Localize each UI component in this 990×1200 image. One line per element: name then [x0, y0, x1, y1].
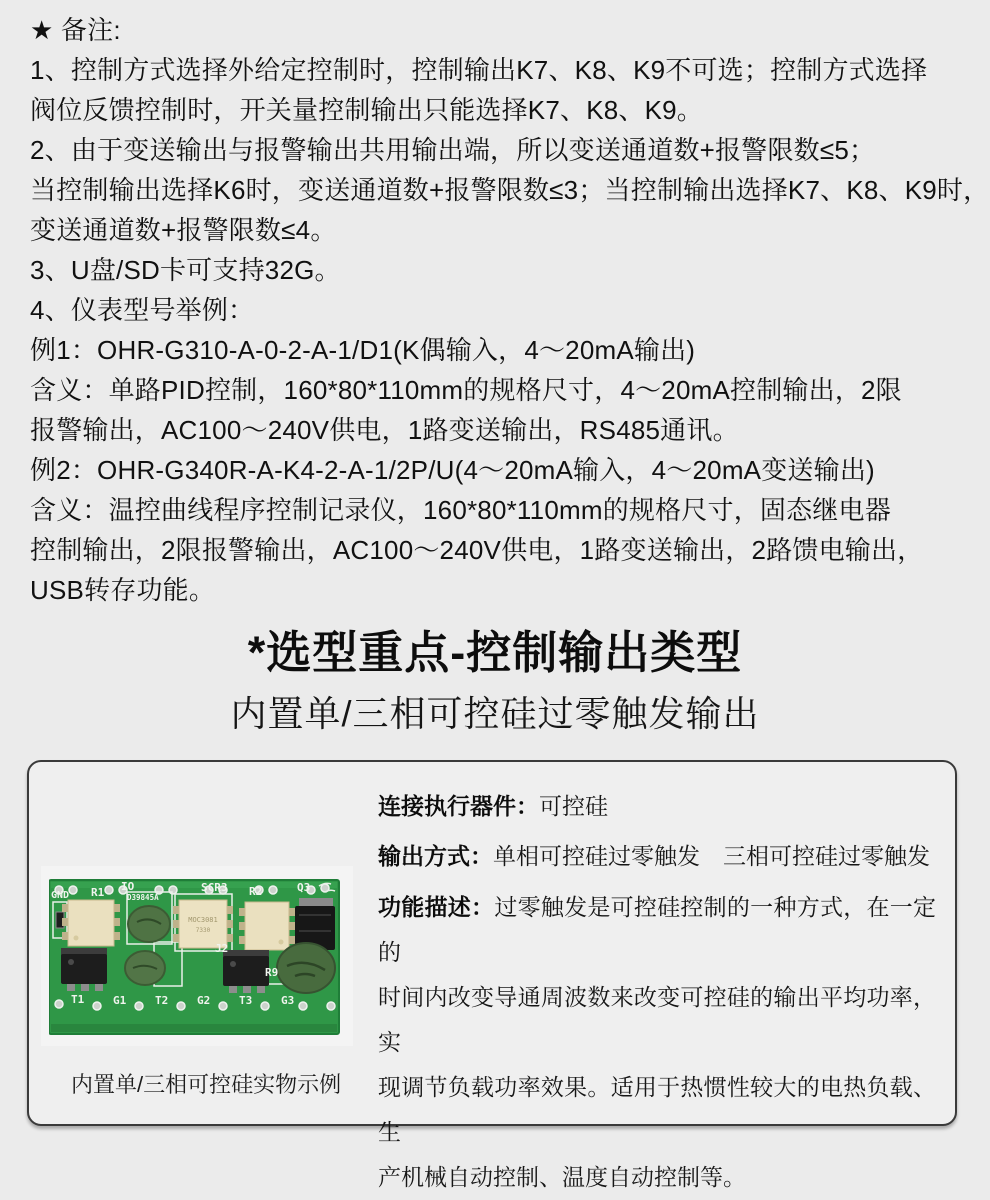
silk-r2: R2 — [249, 885, 263, 898]
remarks-block — [30, 10, 990, 610]
remark-line: 2、由于变送输出与报警输出共用输出端，所以变送通道数+报警限数≤5； — [30, 135, 876, 165]
optocoupler-chip-1 — [62, 900, 120, 946]
remark-line: 4、仪表型号举例： — [30, 295, 255, 325]
section-subtitle: 内置单/三相可控硅过零触发输出 — [230, 693, 760, 734]
remark-line: 例1：OHR-G310-A-0-2-A-1/D1(K偶输入，4～20mA输出) — [30, 335, 696, 365]
photo-caption: 内置单/三相可控硅实物示例 — [71, 1072, 342, 1097]
triac-t2 — [223, 950, 269, 993]
remarks-title: ★ 备注: — [30, 15, 121, 45]
desc-line: 产机械自动控制、温度自动控制等。 — [378, 1164, 746, 1190]
remark-line: 阀位反馈控制时，开关量控制输出只能选择K7、K8、K9。 — [30, 95, 704, 125]
silk-g3: G3 — [281, 994, 295, 1007]
remark-line: 变送通道数+报警限数≤4。 — [30, 215, 337, 245]
remark-line: 3、U盘/SD卡可支持32G。 — [30, 255, 341, 285]
desc-line: 时间内改变导通周波数来改变可控硅的输出平均功率，实 — [378, 984, 936, 1055]
silk-t2: T2 — [155, 994, 169, 1007]
silk-code: D39845A — [127, 893, 159, 902]
silk-g2: G2 — [197, 994, 211, 1007]
remark-line: USB转存功能。 — [30, 575, 216, 605]
section-title: *选型重点-控制输出类型 — [247, 627, 743, 678]
optocoupler-chip-3 — [239, 902, 295, 950]
spec-output-mode-label: 输出方式： — [378, 843, 493, 869]
remark-line: 控制输出，2限报警输出，AC100～240V供电，1路变送输出，2路馈电输出， — [30, 535, 924, 565]
remark-line: 当控制输出选择K6时，变送通道数+报警限数≤3；当控制输出选择K7、K8、K9时， — [30, 175, 990, 205]
function-description — [378, 885, 936, 1200]
silk-t3: T3 — [239, 994, 253, 1007]
pcb-board-image — [49, 878, 341, 1040]
thyristor-output-card — [27, 760, 957, 1190]
desc-text: 过零触发是可控硅控制的一种方式，在一定的 — [378, 894, 937, 965]
chip-part-number: MOC3081 — [188, 916, 218, 924]
remark-line: 报警输出，AC100～240V供电，1路变送输出，RS485通讯。 — [30, 415, 739, 445]
remark-line: 含义：单路PID控制，160*80*110mm的规格尺寸，4～20mA控制输出，2限 — [30, 375, 902, 405]
remark-line: 1、控制方式选择外给定控制时，控制输出K7、K8、K9不可选；控制方式选择 — [30, 55, 928, 85]
svg-text:7330: 7330 — [195, 927, 211, 934]
spec-output-mode-value: 单相可控硅过零触发 三相可控硅过零触发 — [493, 843, 930, 869]
pcb-photo — [41, 866, 353, 1046]
desc-line — [378, 885, 936, 975]
silk-q3: Q3 — [297, 881, 311, 894]
silk-t1: T1 — [71, 993, 85, 1006]
silk-j2: J2 — [215, 942, 229, 955]
triac-t1 — [61, 948, 107, 991]
silk-r1: R1 — [91, 886, 105, 899]
spec-actuator-row — [378, 790, 936, 823]
desc-line: 现调节负载功率效果。适用于热惯性较大的电热负载、生 — [378, 1074, 936, 1145]
silk-gnd: GND — [51, 890, 70, 901]
spec-output-mode-row — [378, 840, 936, 873]
remark-line: 例2：OHR-G340R-A-K4-2-A-1/2P/U(4～20mA输入，4～20mA变送输出) — [30, 455, 875, 485]
silk-scr3: SCR3 — [201, 881, 228, 894]
spec-actuator-label: 连接执行器件： — [378, 793, 539, 819]
spec-actuator-value: 可控硅 — [539, 793, 608, 819]
optocoupler-chip-2 — [173, 900, 233, 948]
spec-text-block — [378, 790, 936, 1200]
silk-r9: R9 — [265, 966, 279, 979]
desc-label: 功能描述： — [378, 894, 495, 920]
power-transistor-q3 — [295, 898, 335, 950]
remark-line: 含义：温控曲线程序控制记录仪，160*80*110mm的规格尺寸，固态继电器 — [30, 495, 891, 525]
silk-io: IO — [121, 880, 135, 893]
silk-g1: G1 — [113, 994, 127, 1007]
